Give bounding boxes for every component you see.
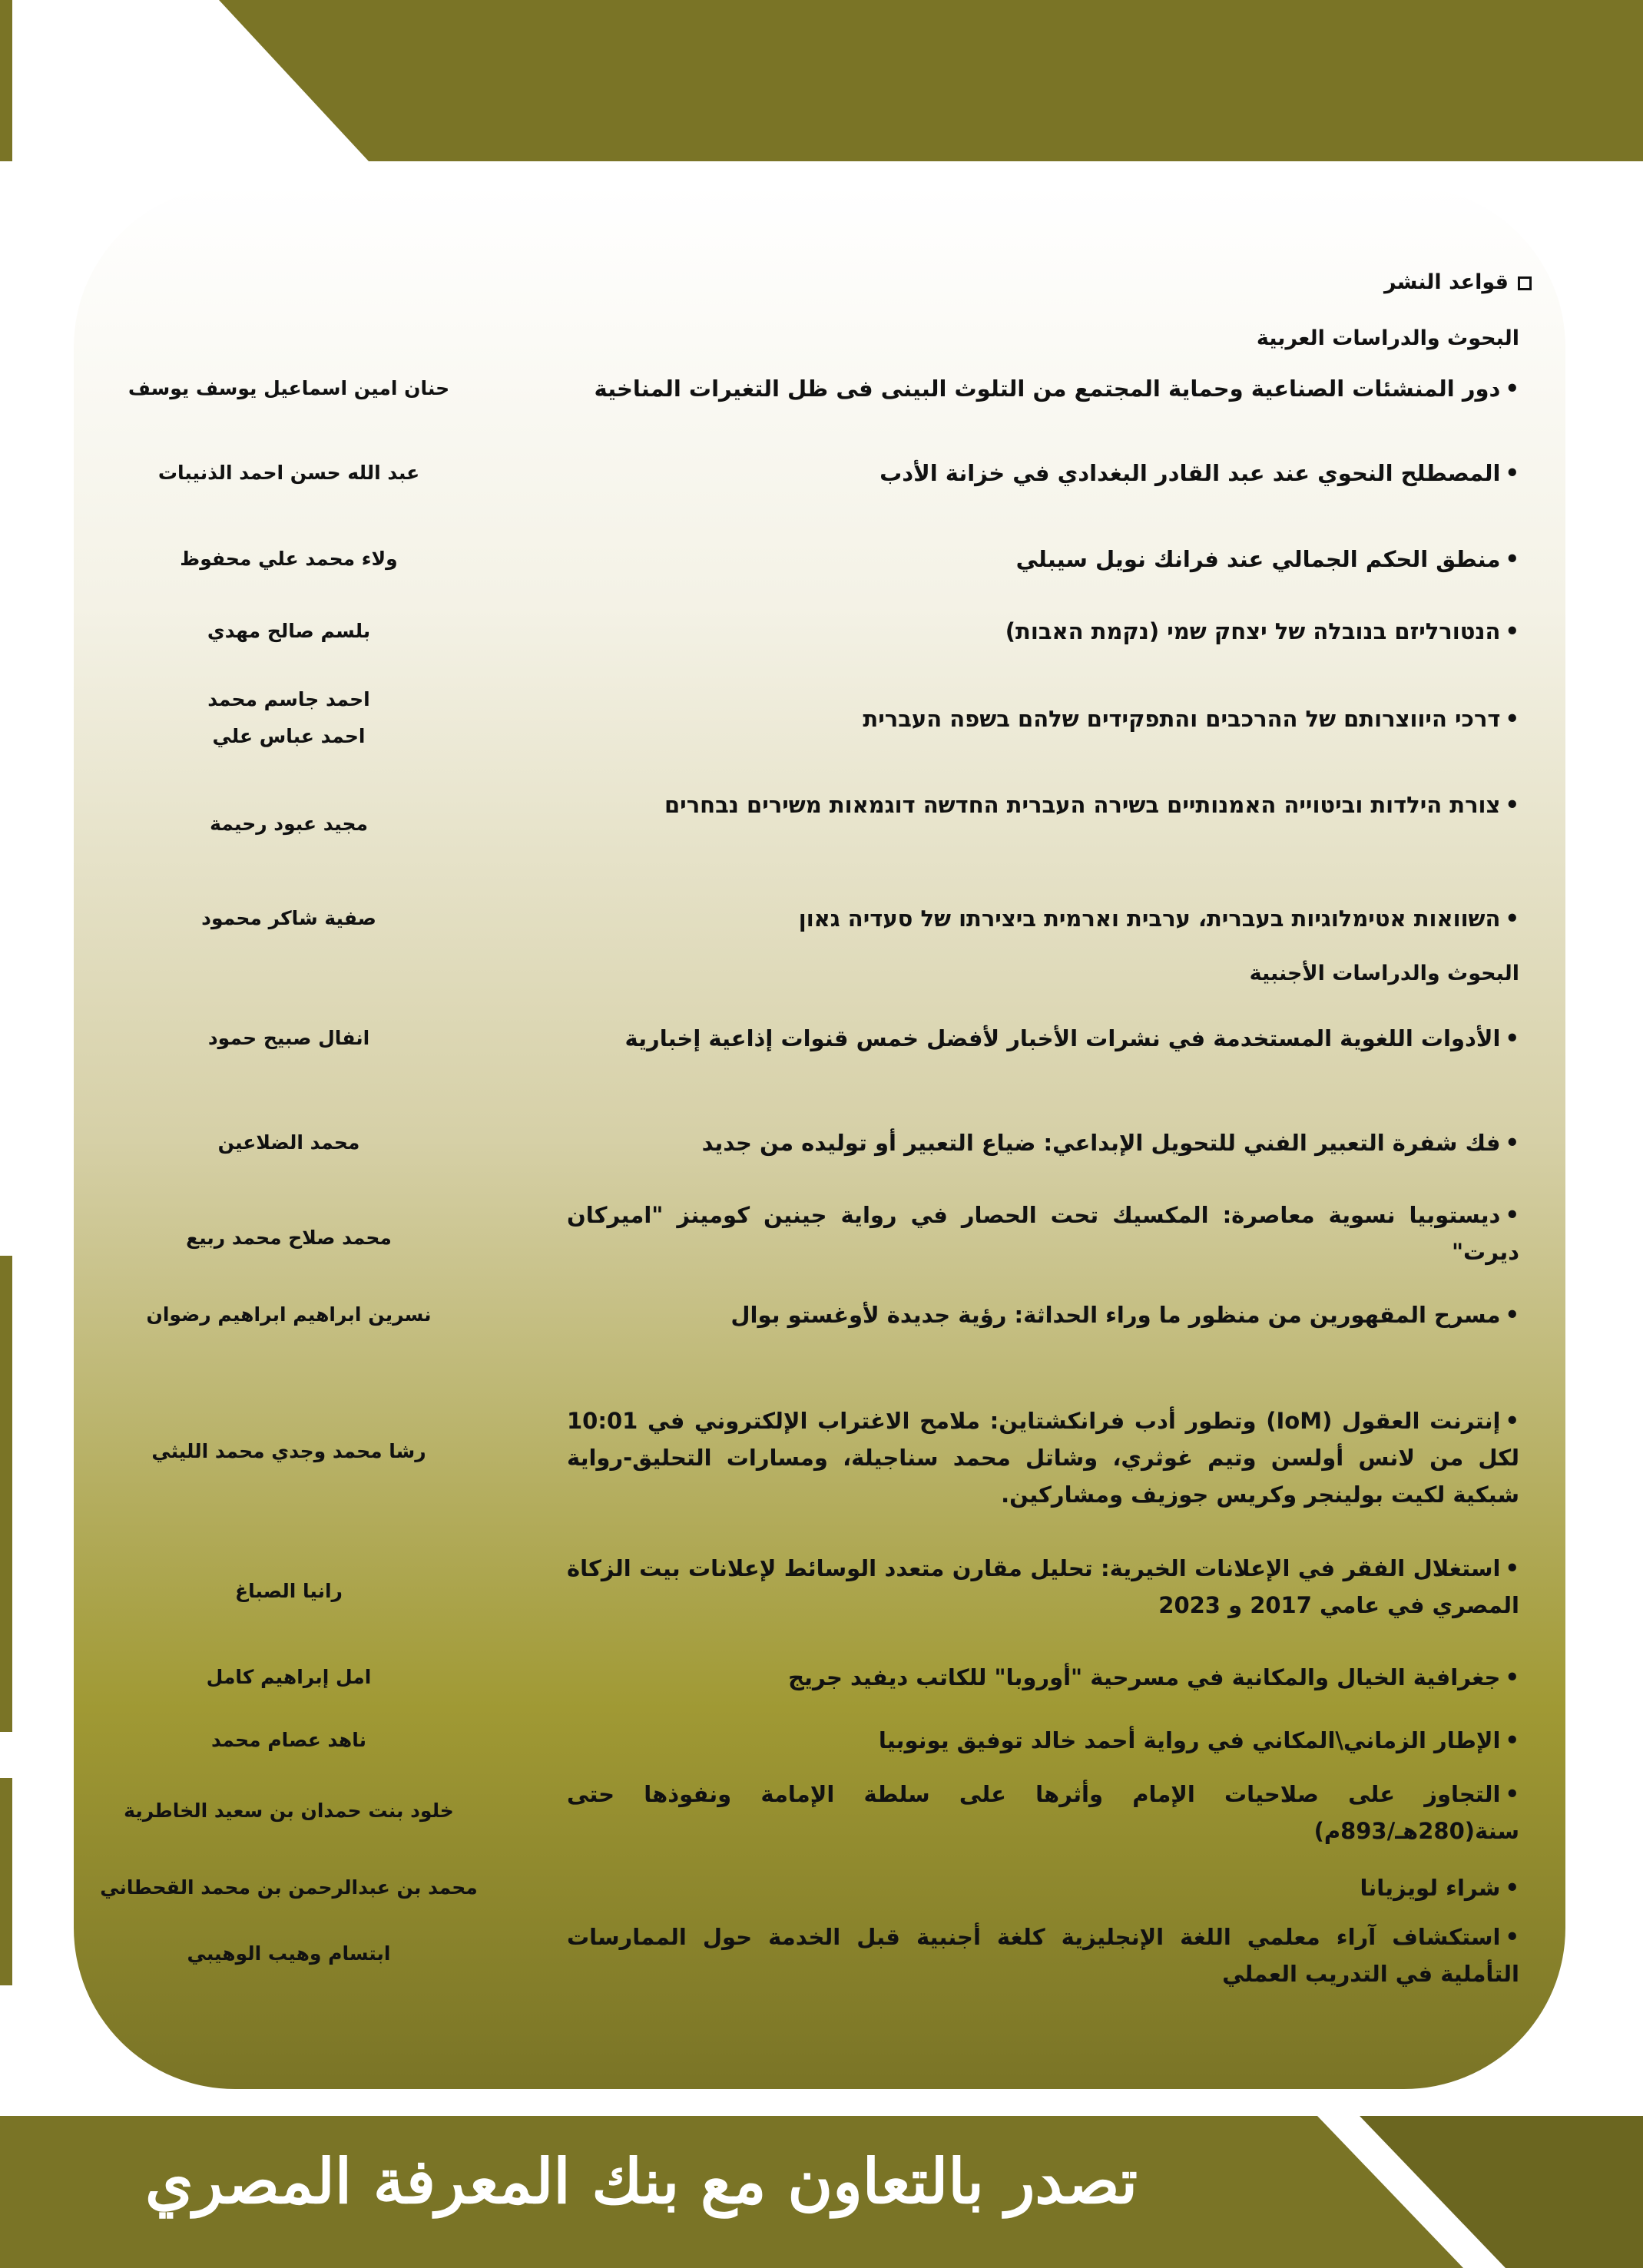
entry-author: خلود بنت حمدان بن سعيد الخاطرية — [124, 1800, 454, 1822]
top-left-bar — [0, 0, 12, 161]
entry-title: • جغرافية الخيال والمكانية في مسرحية "أوروبا" للكاتب ديفيد جريج — [567, 1659, 1519, 1696]
left-side-bar — [0, 1256, 12, 1732]
entry-title: • إنترنت العقول (IoM) وتطور أدب فرانكشتاين: ملامح الاغتراب الإلكتروني في 10:01 لكل من لانس أولسن وتيم غوثري، وشاتل محمد سناجيلة، ومسارات التحليق-رواية شبكية لكيت بولينجر وكريس جوزيف ومشاركين. — [567, 1402, 1519, 1513]
heading-text: قواعد النشر — [1384, 270, 1509, 294]
entry-author: انفال صبيح حمود — [207, 1027, 370, 1049]
publishing-rules-heading — [1384, 270, 1532, 294]
top-banner — [0, 0, 1643, 161]
entry-author: محمد بن عبدالرحمن بن محمد القحطاني — [100, 1876, 478, 1899]
entry-author: عبد الله حسن احمد الذنيبات — [157, 462, 420, 484]
entry-title: • דרכי היווצרותם של ההרכבים והתפקידים שלהם בשפה העברית — [567, 700, 1519, 737]
entry-title: • شراء لويزيانا — [567, 1869, 1519, 1906]
entry-title: • צורת הילדות וביטוייה האמנותיים בשירה העברית החדשה דוגמאות משירים נבחרים — [567, 786, 1519, 823]
entry-title: • השוואות אטימלוגיות בעברית، ערבית וארמית ביצירתו של סעדיה גאון — [567, 900, 1519, 937]
entry-title: • ديستوبيا نسوية معاصرة: المكسيك تحت الحصار في رواية جينين كومينز "اميركان ديرت" — [567, 1197, 1519, 1270]
entry-title: • المصطلح النحوي عند عبد القادر البغدادي في خزانة الأدب — [567, 455, 1519, 492]
entry-author: حنان امين اسماعيل يوسف يوسف — [128, 377, 450, 399]
entry-author: مجيد عبود رحيمة — [210, 813, 368, 835]
entry-title: • دور المنشئات الصناعية وحماية المجتمع من التلوث البينى فى ظل التغيرات المناخية — [567, 370, 1519, 407]
entry-author: محمد الضلاعين — [217, 1131, 360, 1154]
entry-title: • הנטורליזם בנובלה של יצחק שמי (נקמת האבות) — [567, 613, 1519, 650]
entry-title: • التجاوز على صلاحيات الإمام وأثرها على سلطة الإمامة ونفوذها حتى سنة(280هـ/893م) — [567, 1776, 1519, 1849]
entry-title: • استكشاف آراء معلمي اللغة الإنجليزية كلغة أجنبية قبل الخدمة حول الممارسات التأملية في التدريب العملي — [567, 1919, 1519, 1992]
entry-title: • فك شفرة التعبير الفني للتحويل الإبداعي: ضياع التعبير أو توليده من جديد — [567, 1124, 1519, 1161]
checkbox-icon — [1518, 276, 1532, 290]
entry-author: رانيا الصباغ — [235, 1580, 343, 1602]
entry-author: نسرين ابراهيم ابراهيم رضوان — [146, 1303, 432, 1326]
entry-title: • استغلال الفقر في الإعلانات الخيرية: تحليل مقارن متعدد الوسائط لإعلانات بيت الزكاة المصري في عامي 2017 و 2023 — [567, 1550, 1519, 1624]
entry-author: ناهد عصام محمد — [210, 1729, 367, 1751]
entry-author: بلسم صالح مهدي — [207, 620, 371, 642]
entry-author: احمد جاسم محمد احمد عباس علي — [207, 688, 370, 747]
section-heading-foreign: البحوث والدراسات الأجنبية — [1249, 962, 1519, 985]
left-side-bar-lower — [0, 1778, 12, 1985]
entry-author: صفية شاكر محمود — [201, 907, 376, 929]
entry-title: • الأدوات اللغوية المستخدمة في نشرات الأخبار لأفضل خمس قنوات إذاعية إخبارية — [567, 1020, 1519, 1057]
entry-title: • منطق الحكم الجمالي عند فرانك نويل سيبلي — [567, 541, 1519, 578]
entry-author: امل إبراهيم كامل — [206, 1666, 372, 1688]
section-heading-arabic: البحوث والدراسات العربية — [1256, 326, 1519, 350]
top-banner-shape — [219, 0, 1643, 161]
entry-title: • مسرح المقهورين من منظور ما وراء الحداثة: رؤية جديدة لأوغستو بوال — [567, 1296, 1519, 1333]
entry-author: ابتسام وهيب الوهيبي — [187, 1942, 391, 1965]
entry-title: • الإطار الزماني\المكاني في رواية أحمد خالد توفيق يونوبيا — [567, 1722, 1519, 1759]
footer-title: تصدر بالتعاون مع بنك المعرفة المصري — [145, 2145, 1138, 2217]
entry-author: ولاء محمد علي محفوظ — [180, 548, 398, 570]
entry-author: محمد صلاح محمد ربيع — [186, 1227, 392, 1249]
entry-author: رشا محمد وجدي محمد الليثي — [151, 1440, 426, 1462]
content-panel — [74, 186, 1565, 2089]
